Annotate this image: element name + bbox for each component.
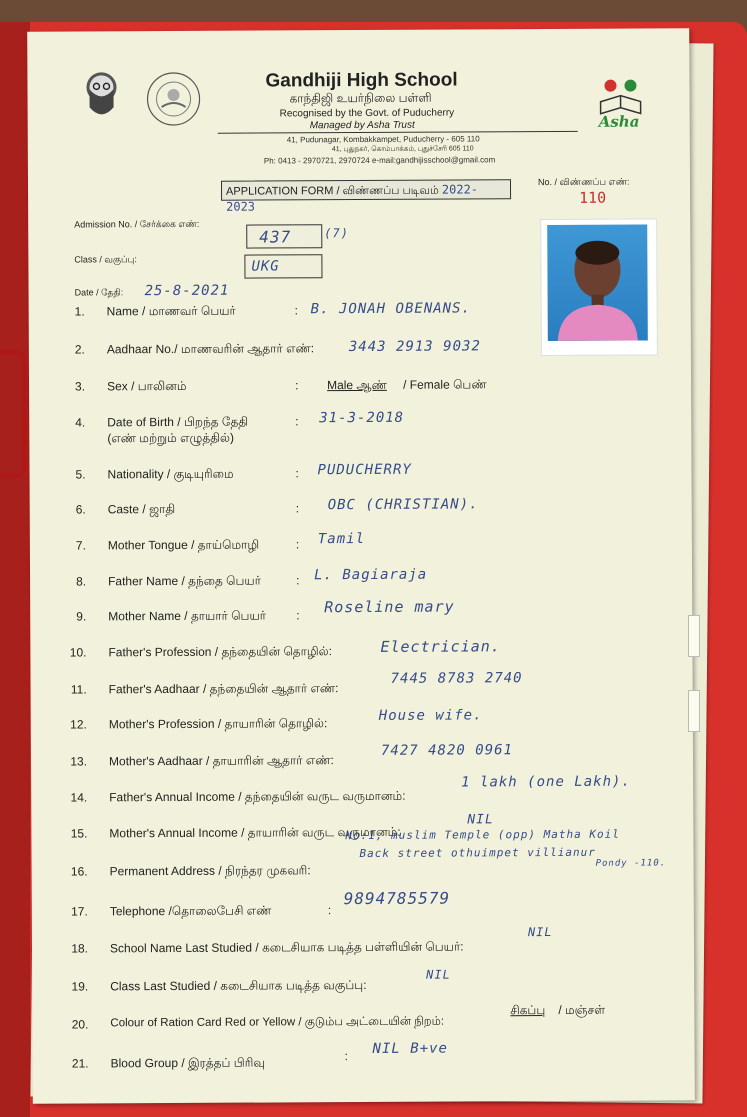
child-portrait-icon [547,224,648,341]
asha-logo-label: Asha [598,112,640,131]
field-colon: : [296,608,300,623]
field-row-18 [32,925,694,956]
field-colon: : [296,573,300,588]
field-value: 31-3-2018 [319,409,405,427]
field-number: 19. [71,979,89,994]
field-number: 18. [71,941,89,956]
class-box [244,254,322,278]
field-number: 7. [75,538,86,553]
field-colon: : [295,466,299,481]
field-row-6 [30,496,692,517]
field-row-5 [29,461,691,482]
field-value: Tamil [317,530,366,548]
field-number: 4. [75,415,86,430]
field-row-14 [31,773,693,805]
field-value: OBC (CHRISTIAN). [327,496,479,514]
field-label: Colour of Ration Card Red or Yellow / குடும்ப அட்டையின் நிறம்: [110,1015,445,1030]
field-value: 1 lakh (one Lakh). [461,773,631,791]
field-value: House wife. [378,707,483,724]
field-row-9 [30,597,692,624]
field-number: 6. [75,502,86,517]
managed-by-text: Managed by Asha Trust [309,119,415,132]
field-label: Mother's Profession / தாயாரின் தொழில்: [108,716,328,732]
field-number: 21. [71,1056,89,1071]
field-number: 13. [70,754,88,769]
field-number: 16. [70,864,88,879]
paper-tab [688,615,700,657]
field-value: NIL [467,812,494,828]
field-number: 14. [70,790,88,805]
admission-number-value: 437 [259,227,292,247]
field-row-8 [30,566,692,589]
field-number: 20. [71,1017,89,1032]
recognition-text: Recognised by the Govt. of Puducherry [279,107,455,120]
field-value: L. Bagiaraja [314,566,428,584]
sex-selected: Male ஆண் [327,377,387,393]
field-number: 1. [74,304,85,319]
address-line-2: Back street othuimpet villianur [359,845,596,861]
field-value: PUDUCHERRY [317,461,412,479]
field-value: 3443 2913 9032 [348,338,481,356]
field-value: NIL [527,925,553,940]
date-label: Date / தேதி: [74,287,124,298]
field-row-20 [32,1002,694,1032]
field-label: Father Name / தந்தை பெயர் [108,573,262,589]
address-line-1: No:1, muslim Temple (opp) Matha Koil [345,827,620,843]
field-row-19 [32,967,694,994]
ration-card-other: / மஞ்சள் [558,1002,606,1017]
ration-card-selected: சிகப்பு [510,1003,546,1018]
field-row-11 [31,670,693,697]
field-value: B. JONAH OBENANS. [310,300,471,318]
class-value: UKG [251,258,280,275]
header-divider [218,131,578,134]
contact-line: Ph: 0413 - 2970721, 2970724 e-mail:gandhijisschool@gmail.com [263,155,496,166]
field-label: Nationality / குடியுரிமை [107,466,234,482]
field-row-21 [33,1040,695,1071]
admission-label: Admission No. / சேர்க்கை எண்: [74,218,200,230]
field-number: 10. [69,645,87,660]
field-row-17 [32,888,694,919]
address-line-3: Pondy -110. [595,858,667,869]
field-label: Aadhaar No./ மாணவரின் ஆதார் எண்: [106,341,315,357]
field-label: Mother Tongue / தாய்மொழி [107,537,260,553]
application-number-label: No. / விண்ணப்ப எண்: [537,176,630,188]
application-form-page [27,28,695,1103]
field-number: 15. [70,826,88,841]
admission-number-box [246,224,322,248]
field-number: 2. [74,342,85,357]
application-number-value: 110 [579,188,607,207]
field-label: Mother's Aadhaar / தாயாரின் ஆதார் எண்: [108,753,334,769]
gandhi-logo-icon [79,67,125,121]
field-label: Blood Group / இரத்தப் பிரிவு [110,1055,265,1071]
field-value: NIL B+ve [372,1040,449,1057]
field-row-4 [29,409,691,446]
field-colon: : [295,501,300,516]
field-value: 7427 4820 0961 [380,742,514,759]
field-label: Telephone /தொலைபேசி எண் [109,903,272,919]
field-number: 17. [71,904,88,919]
field-value: Roseline mary [324,597,455,617]
date-value: 25-8-2021 [144,282,230,300]
application-form-title-box [221,179,511,214]
folder-tie [0,350,26,478]
field-label: Father's Profession / தந்தையின் தொழில்: [108,644,332,660]
school-name: Gandhiji High School [265,69,458,92]
field-label: Father's Annual Income / தந்தையின் வருட வருமானம்: [109,788,406,805]
field-colon: : [295,414,299,429]
field-number: 8. [76,574,87,589]
field-colon: : [295,537,300,552]
field-label: Mother's Annual Income / தாயாரின் வருட வருமானம்: [109,824,401,841]
field-label: Class Last Studied / கடைசியாக படித்த வகுப்பு: [110,977,367,994]
field-number: 5. [75,467,86,482]
form-title: APPLICATION FORM / விண்ணப்ப படிவம் [226,184,439,198]
field-label: Date of Birth / பிறந்த தேதி [107,414,249,430]
field-row-10 [30,637,692,660]
field-row-3 [29,376,691,394]
field-number: 9. [76,609,87,624]
form-year: 2022-2023 [226,182,479,214]
field-number: 11. [70,682,87,697]
school-name-tamil: காந்திஜி உயர்நிலை பள்ளி [289,90,432,106]
sex-other-option: / Female பெண் [403,377,487,392]
address-tamil: 41, புதுநகர், கொம்பாக்கம், புதுச்சேரி 605 110 [331,145,474,154]
field-number: 12. [70,717,87,732]
field-label: Name / மாணவர் பெயர் [106,303,236,319]
field-label: Mother Name / தாயார் பெயர் [108,608,267,624]
class-label: Class / வகுப்பு: [74,254,137,265]
field-colon: : [295,378,299,393]
address-english: 41, Pudunagar, Kombakkampet, Puducherry - 605 110 [286,134,480,145]
field-label: Permanent Address / நிரந்தர முகவரி: [109,863,311,879]
field-colon: : [327,903,332,918]
paper-tab [688,690,700,732]
field-colon: : [344,1049,348,1064]
field-row-7 [30,530,692,553]
field-row-13 [31,742,693,769]
field-label: Caste / ஜாதி [107,501,176,517]
field-label: School Name Last Studied / கடைசியாக படித்த பள்ளியின் பெயர்: [109,939,464,956]
field-value: Electrician. [380,637,501,656]
field-label: Father's Aadhaar / தந்தையின் ஆதார் எண்: [108,681,339,697]
field-label: Sex / பாலினம் [107,378,187,394]
admission-extra: (7) [324,226,349,241]
field-value: NIL [426,967,451,982]
field-number: 3. [75,379,86,394]
seal-emblem-icon [145,71,201,127]
field-value: 7445 8783 2740 [390,670,523,687]
field-colon: : [294,303,299,318]
student-photo [547,224,648,341]
folder-spine [0,22,30,1117]
field-value: 9894785579 [343,888,451,909]
field-label-sub: (எண் மற்றும் எழுத்தில்) [107,430,234,446]
school-seal-logo [145,71,201,127]
field-row-12 [31,707,693,732]
